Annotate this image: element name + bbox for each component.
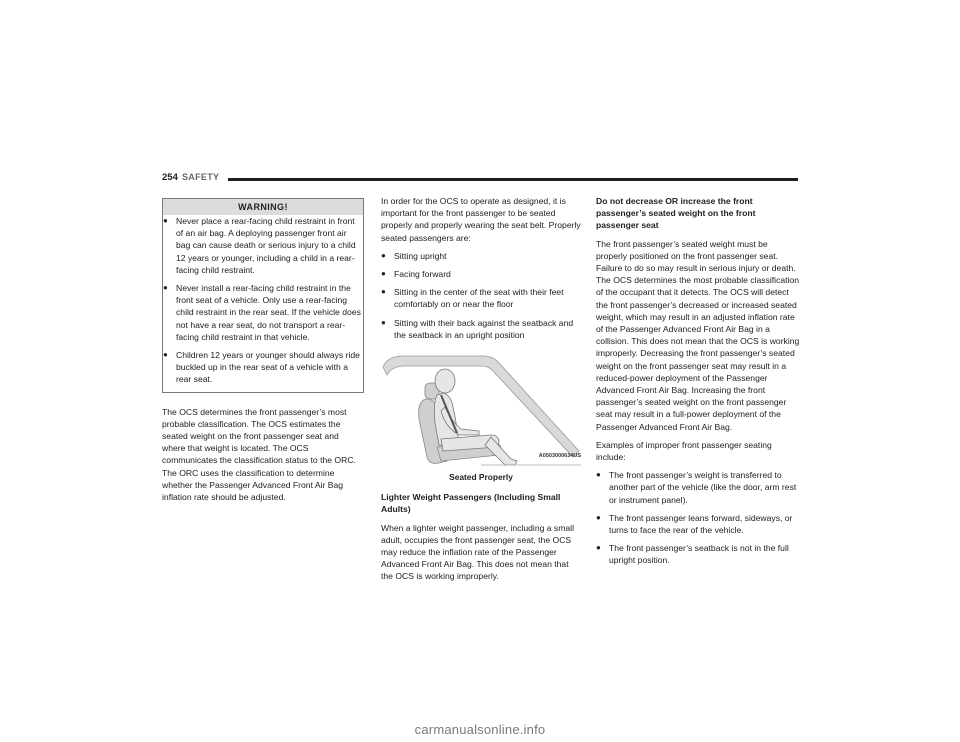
bullet-icon: ● (596, 470, 601, 480)
column-1 (162, 198, 364, 509)
occupant-head (435, 369, 455, 393)
list-item (596, 512, 800, 536)
list-item-text: Facing forward (394, 269, 451, 280)
list-item (381, 268, 581, 280)
list-item-text: The front passenger’s seatback is not in the full upright position. (609, 543, 789, 566)
list-item (163, 215, 363, 276)
bullet-icon: ● (381, 287, 386, 297)
figure-code: A0503000634US (538, 452, 581, 459)
page-number: 254 (162, 172, 178, 183)
list-item-text: Sitting upright (394, 250, 447, 261)
bullet-icon: ● (596, 512, 601, 522)
lighter-weight-heading: Lighter Weight Passengers (Including Small Adults) (381, 492, 561, 515)
list-item-text: Never install a rear-facing child restraint in the front seat of a vehicle. Only use a rear-facing child restraint in the rear seat. If the vehicle does not have a rear seat, do not transport a rear-facing child restraint in that vehicle. (176, 283, 361, 342)
list-item (163, 282, 363, 343)
figure-caption: Seated Properly (449, 472, 513, 483)
list-item-text: Sitting with their back against the seatback and the seatback in an upright position (394, 317, 574, 340)
list-item-text: Children 12 years or younger should always ride buckled up in the rear seat of a vehicle with a rear seat. (176, 350, 360, 385)
bullet-icon: ● (596, 543, 601, 553)
lighter-weight-paragraph: When a lighter weight passenger, including a small adult, occupies the front passenger seat, the OCS may reduce the inflation rate of the Passenger Advanced Front Air Bag. This does not mean that the OCS is working improperly. (381, 522, 574, 582)
list-item-text: Sitting in the center of the seat with their feet comfortably on or near the floor (394, 287, 564, 310)
warning-title: WARNING! (163, 199, 363, 215)
list-item (381, 250, 581, 262)
list-item-text: The front passenger leans forward, sideways, or turns to face the rear of the vehicle. (609, 512, 793, 536)
list-item (163, 349, 363, 386)
seated-weight-paragraph: The front passenger’s seated weight must be properly positioned on the front passenger seat. Failure to do so may result in serious injury or death. The OCS determines the most probable classification of the occupant that it detects. The OCS will detect the front passenger’s decreased or increased seated weight, which may result in an adjusted inflation rate of the Passenger Advanced Front Air Bag in a collision. This does not mean that the OCS is working improperly. Decreasing the front passenger’s seated weight on the front passenger seat may result in a reduced-power deployment of the Passenger Advanced Front Air Bag. Increasing the front passenger’s seated weight on the front passenger seat may result in a full-power deployment of the Passenger Advanced Front Air Bag. (596, 238, 800, 432)
list-item (381, 286, 581, 310)
seated-weight-heading: Do not decrease OR increase the front passenger’s seated weight on the front passenger seat (596, 196, 756, 231)
bullet-icon: ● (163, 216, 168, 225)
column-2 (381, 195, 581, 589)
improper-seating-intro: Examples of improper front passenger seating include: (596, 439, 772, 463)
intro-paragraph: In order for the OCS to operate as designed, it is important for the front passenger to be seated properly and properly wearing the seat belt. Properly seated passengers are: (381, 196, 581, 243)
improper-seating-list (596, 469, 800, 566)
bullet-icon: ● (381, 250, 386, 260)
header-rule (228, 178, 798, 181)
bullet-icon: ● (163, 283, 168, 293)
bullet-icon: ● (381, 269, 386, 279)
list-item (381, 317, 581, 341)
seated-properly-list (381, 250, 581, 341)
list-item-text: Never place a rear-facing child restraint in front of an air bag. A deploying passenger front air bag can cause death or serious injury to a child 12 years or younger, including a child in a rear-facing child restraint. (176, 216, 356, 275)
column-3 (596, 195, 800, 573)
bullet-icon: ● (163, 350, 168, 360)
warning-list (163, 215, 363, 386)
watermark: carmanualsonline.info (414, 722, 546, 737)
bullet-icon: ● (381, 317, 386, 327)
warning-box (162, 198, 364, 393)
classification-paragraph: The OCS determines the front passenger’s most probable classification. The OCS estimates the seated weight on the front passenger seat and where that weight is located. The OCS communicates the classification status to the ORC. The ORC uses the classification to determine whether the Passenger Advanced Front Air Bag inflation rate should be adjusted. (162, 406, 356, 503)
section-title: SAFETY (182, 172, 220, 182)
page-header (162, 172, 798, 186)
list-item (596, 469, 800, 506)
list-item (596, 542, 800, 566)
list-item-text: The front passenger’s weight is transferred to another part of the vehicle (like the door, arm rest or instrument panel). (609, 470, 797, 505)
seated-properly-figure (381, 347, 581, 469)
